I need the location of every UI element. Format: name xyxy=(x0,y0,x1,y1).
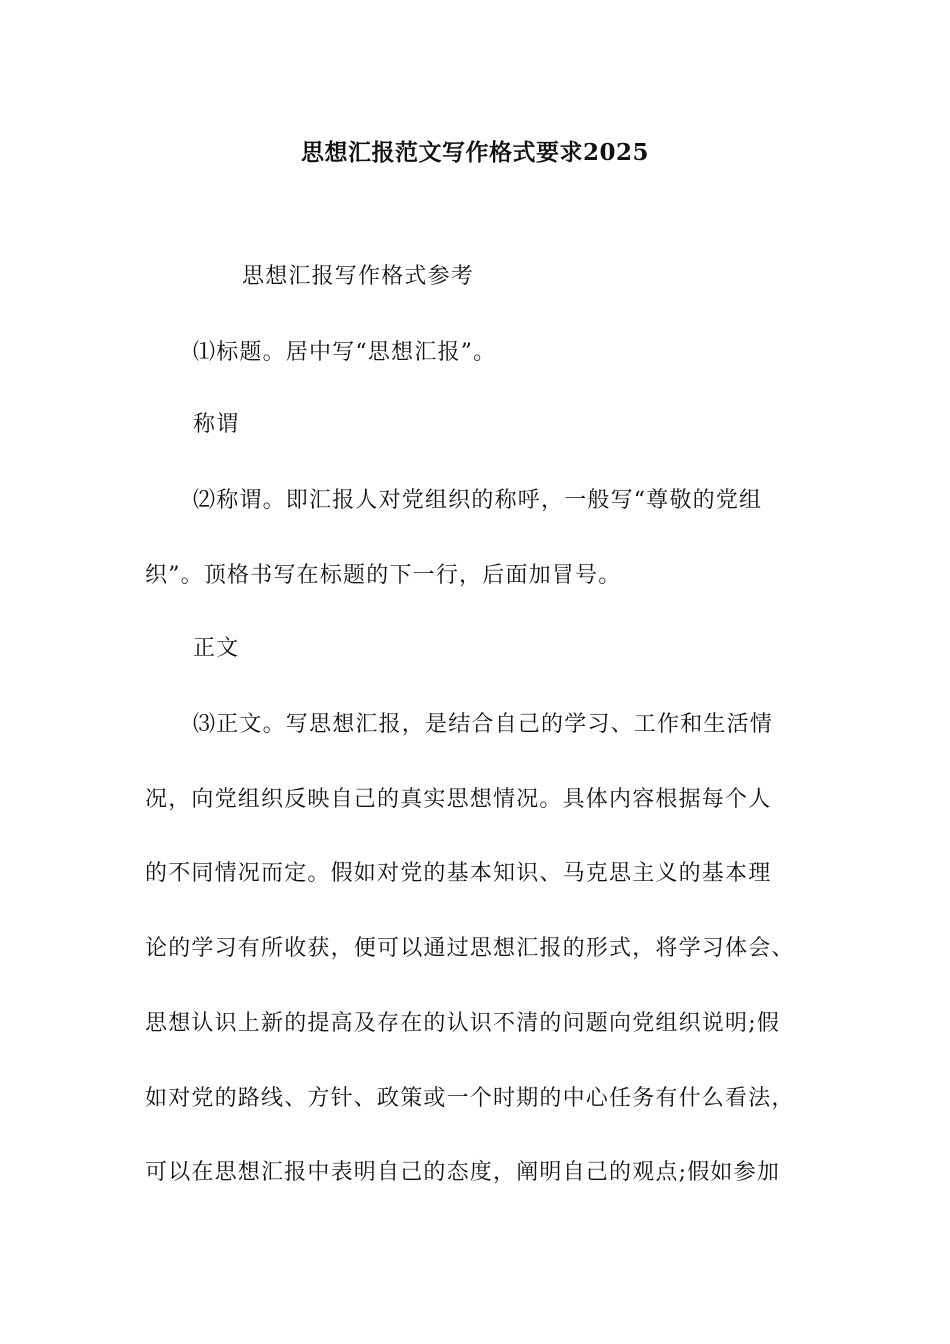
paragraph-line-body-heading: 正文 xyxy=(193,636,240,661)
paragraph-line-body-6: 如对党的路线、方针、政策或一个时期的中心任务有什么看法， xyxy=(145,1086,795,1111)
paragraph-line-salutation-heading: 称谓 xyxy=(193,412,240,437)
document-title: 思想汇报范文写作格式要求2025 xyxy=(300,139,649,166)
paragraph-line-section-heading: 思想汇报写作格式参考 xyxy=(242,264,475,289)
paragraph-line-title-item: ⑴标题。居中写“思想汇报”。 xyxy=(193,340,497,365)
paragraph-line-salutation-item-1: ⑵称谓。即汇报人对党组织的称呼，一般写“尊敬的党组 xyxy=(193,488,763,513)
paragraph-line-body-4: 论的学习有所收获，便可以通过思想汇报的形式，将学习体会、 xyxy=(145,936,795,961)
paragraph-line-body-5: 思想认识上新的提高及存在的认识不清的问题向党组织说明;假 xyxy=(145,1011,781,1036)
paragraph-line-body-7: 可以在思想汇报中表明自己的态度，阐明自己的观点;假如参加 xyxy=(145,1160,781,1185)
paragraph-line-body-3: 的不同情况而定。假如对党的基本知识、马克思主义的基本理 xyxy=(145,861,772,886)
paragraph-line-salutation-item-2: 织”。顶格书写在标题的下一行，后面加冒号。 xyxy=(145,563,622,588)
paragraph-line-body-2: 况，向党组织反映自己的真实思想情况。具体内容根据每个人 xyxy=(145,787,772,812)
paragraph-line-body-1: ⑶正文。写思想汇报，是结合自己的学习、工作和生活情 xyxy=(193,712,774,737)
